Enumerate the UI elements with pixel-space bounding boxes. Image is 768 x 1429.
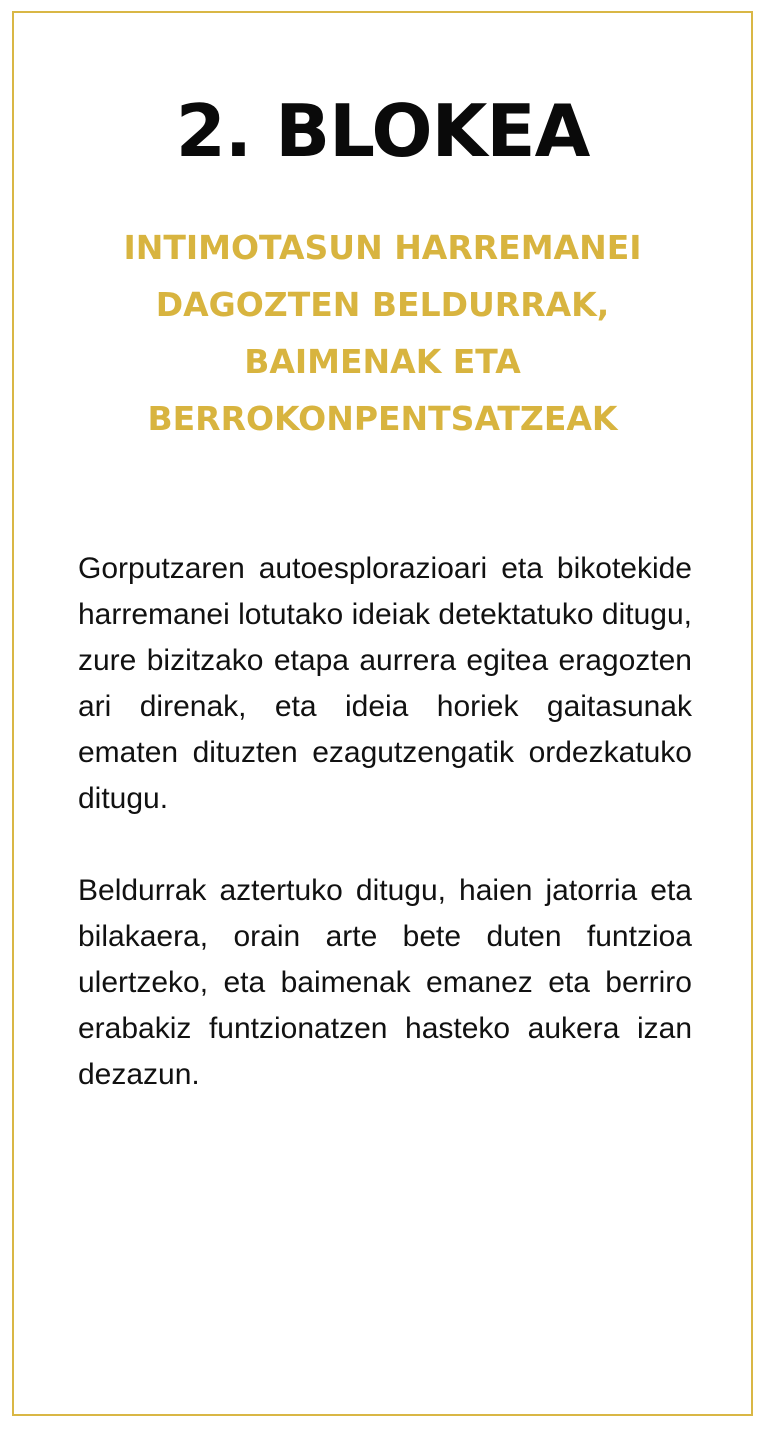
subtitle <box>54 219 711 447</box>
page-title: 2. BLOKEA <box>175 89 590 173</box>
subtitle-line: DAGOZTEN BELDURRAK, <box>155 285 610 324</box>
description <box>78 546 692 1144</box>
subtitle-line: BAIMENAK ETA <box>244 342 521 381</box>
description-paragraph: Gorputzaren autoesplorazioari eta bikotekide harremanei lotutako ideiak detektatuko ditugu, zure bizitzako etapa aurrera egitea eragozten ari direnak, eta ideia horiek gaitasunak ematen dituzten ezagutzengatik ordezkatuko ditugu. <box>78 552 692 815</box>
description-paragraph: Beldurrak aztertuko ditugu, haien jatorria eta bilakaera, orain arte bete duten funtzioa ulertzeko, eta baimenak emanez eta berriro erabakiz funtzionatzen hasteko aukera izan dezazun. <box>78 874 692 1091</box>
subtitle-line: INTIMOTASUN HARREMANEI <box>123 228 642 267</box>
subtitle-line: BERROKONPENTSATZEAK <box>147 399 618 438</box>
content-card <box>12 11 753 1416</box>
